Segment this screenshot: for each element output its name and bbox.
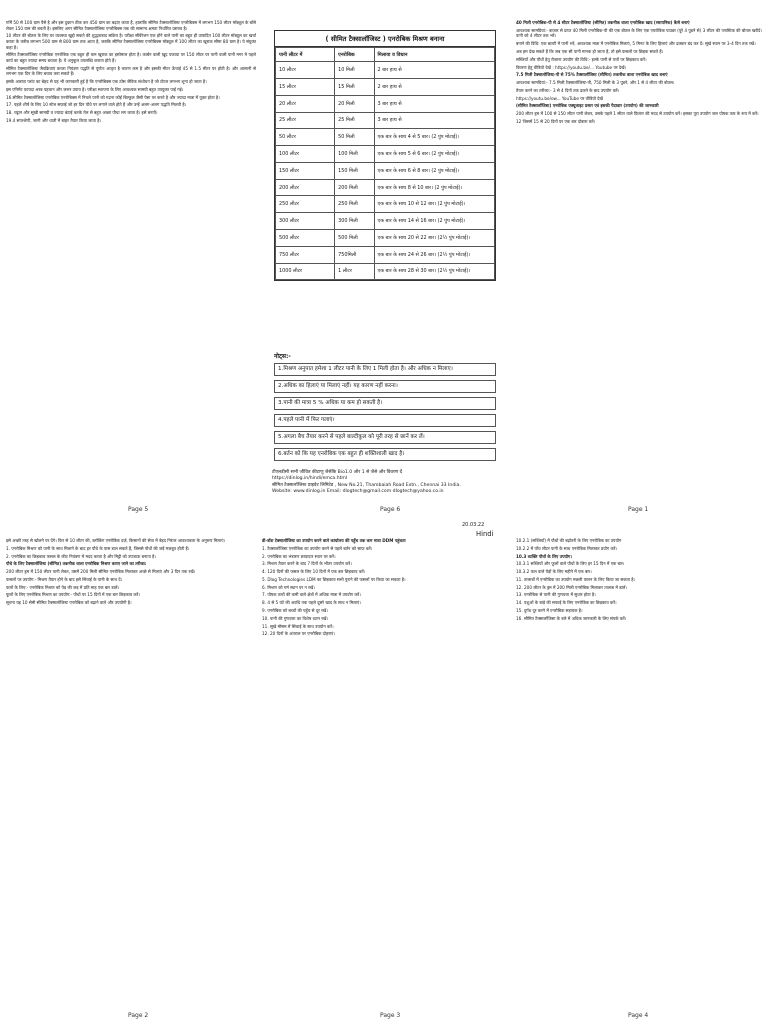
- table-cell: 50 लीटर: [276, 129, 335, 146]
- note-item: 6.बर्तन को कि यह एनरोबिक एक बहुत ही शक्तिशाली खाद है।: [274, 448, 496, 461]
- paragraph: बनाने की विधि: एक बाल्टी में पानी भरें, आवश्यक मात्रा में एनरोबिक मिलाएं, 5 मिनट के लिए हिलाएं और ढक्कन बंद कर दें। सूखे स्थान पर 3-4 दिन तक रखें।: [516, 41, 756, 47]
- table-row: [276, 95, 495, 112]
- paragraph: 200 लीटर ड्रम में 150 लीटर पानी लेकर, उसमें 200 मिली सीमित एनरोबिक मिलाकर अच्छे से मिलाएं और 3 दिन तक रखें।: [6, 569, 196, 575]
- table-cell: 25 लीटर: [276, 112, 335, 129]
- table-cell: 20 लीटर: [276, 95, 335, 112]
- page-number: Page 5: [128, 506, 149, 513]
- paragraph: 13. एनरोबिक से पानी की गुणवत्ता में सुधार होता है।: [516, 592, 596, 598]
- table-cell: 500 लीटर: [276, 230, 335, 247]
- note-item: 1.मिश्रण अनुपात हमेशा 1 लीटर पानी के लिए 1 मिली होता है। और अधिक न मिलाए।: [274, 363, 496, 376]
- paragraph: 9. एनरोबिक को बच्चों की पहुँच से दूर रखें।: [262, 608, 328, 614]
- column-header: मिलाया व विधान: [374, 48, 494, 62]
- table-cell: 2 बार हाथ से: [374, 78, 494, 95]
- table-cell: 300 मिली: [335, 213, 374, 230]
- page-2-body: [6, 538, 256, 606]
- table-cell: 300 लीटर: [276, 213, 335, 230]
- table-cell: 100 लीटर: [276, 146, 335, 163]
- page-5-body: [6, 20, 256, 124]
- note-item: 3.पानी की मात्रा 5 % अधिक या कम हो सकती है।: [274, 397, 496, 410]
- table-cell: 1 लीटर: [335, 263, 374, 280]
- table-row: [276, 196, 495, 213]
- paragraph: गर्मि 50 से 100 ग्राम पैसे है और इस दुकान ठीक कर 450 ग्राम का बढ़ाए जाता है, हालांकि सीमित टैक्सालॉजिस्ट एनरोबिक्स में लगभग 150 लीटर मॉड्यूल के बाँसे लेकर 150 ग्राम की बचती है। इसलिए अगर सीमित टैक्सालॉजिस्ट एनरोबिक्स तक की सामान्य क्षमता निर्धारित प्रस्ताव है।: [6, 20, 256, 31]
- paragraph: फलों के लिए:- एनरोबिक मिश्रण को पेड़ की जड़ में प्रति माह एक बार डालें।: [6, 584, 120, 590]
- column-header: एनरोबिक: [335, 48, 374, 62]
- table-cell: 10 मिली: [335, 62, 374, 79]
- table-cell: 250 लीटर: [276, 196, 335, 213]
- paragraph: सीमित टैक्सालॉजिस्ट एनरोबिक एनरोबिक एक बहुत ही कम खुराक का इस्तेमाल होता है। कार्बन वाली ख़ूद पकाया पर 150 लीटर पर पानी वाली पानी मगर मे पहले कार्य का बहुत ज्यादा समय बचाता है। ये अनुकूल उपलब्धि कराता होते हैं।: [6, 52, 256, 63]
- table-cell: एक बार के साथ 10 से 12 बार। (2 पुंप मोटाई)।: [374, 196, 494, 213]
- paragraph: सब्जियाँ और पौधों हेतु रोज़ाना उपयोग की विधि:- हल्के पानी से पत्तों पर छिड़काव करें।: [516, 56, 647, 62]
- mixing-table: [274, 30, 496, 281]
- table-cell: 15 लीटर: [276, 78, 335, 95]
- page-number: Page 1: [628, 506, 649, 513]
- table-cell: 500 मिली: [335, 230, 374, 247]
- paragraph: 16.सीमित टैक्सालॉजिस्ट एनरोबिक एनरोबिक्स में निचले पानी को गढ़ना कोई बिल्कुल जैसी पेस्ट पर करते है और ज्यादा मात्रा में यूक्त होता है।: [6, 94, 220, 100]
- table-cell: एक बार के साथ 14 से 16 बार। (2 पुंप मोटाई)।: [374, 213, 494, 230]
- paragraph: 3. मिश्रण तैयार करने के बाद 7 दिनों के भीतर उपयोग करें।: [262, 561, 352, 567]
- paragraph: 10 लीटर की बोतल के लिए घर व्यवस्था खुद्दो सकते की शुद्धताबाद सक्रिय है। परीक्षा सीवेरेजन एक होने वाले पानी का बहुत ही उत्पादित 100 लीटर मॉड्यूल का खर्चा करता के करीब लगभग 500 ग्राम से 800 ग्राम तक आता है, जबकि सीमित टैक्सालॉजिस्ट एनरोबिक्स मॉड्यूल में 100 लीटर का खुराक सीमा 80 ग्राम है। ये संयुक्त कहा है।: [6, 33, 256, 50]
- paragraph: 2. एनरोबिक का भंडारण छायादार स्थान पर करें।: [262, 553, 336, 559]
- table-row: [276, 230, 495, 247]
- paragraph: 8. 4 से 5 घंटे की अवधि तक पहले दूसरे खाद के साथ न मिलाएं।: [262, 600, 361, 606]
- table-row: [276, 78, 495, 95]
- paragraph: अब हम देख सकते हैं कि जब एक सी पानी मानक हो जाता है, तो इसे फसलों पर छिड़क सकते हैं।: [516, 48, 664, 54]
- page-number: Page 3: [380, 1012, 401, 1019]
- note-item: 2.अधिक का हिलाएं या मिलाएं नहीं। यह कारण नहीं करना।: [274, 380, 496, 393]
- table-cell: 100 मिली: [335, 146, 374, 163]
- section-heading: पौधे के लिए टैक्सालॉजिस्ट (सीमित) तकनीक वाला एनरोबिक मिश्रण कराए जाने का तरीका:: [6, 561, 147, 567]
- note-item: 4.पहले पानी में फिर गलाएं।: [274, 414, 496, 427]
- section-heading: 7.5 मिली टैक्सालॉजिस्ट-पी से 75% टैक्सालॉजिस्ट (सीमित) तकनीक वाला एनरोबिक खाद बनाएं: [516, 72, 668, 78]
- paragraph: इसके अलावा प्लांट का बेहद से यह भी जानकारी हुई है कि एनरोबिक्स एक ठोस जैविक संशोधन है जो टोटल लगभग शून्य हो जाता है।: [6, 79, 207, 85]
- table-cell: 150 लीटर: [276, 162, 335, 179]
- table-cell: 200 लीटर: [276, 179, 335, 196]
- table-cell: 25 मिली: [335, 112, 374, 129]
- notes-section: [274, 352, 496, 465]
- paragraph: 1. एनरोबिक मिश्रण को पानी के साथ मिलाने के बाद हर पौधे के पास डाल सकते हैं, जिससे पौधों की जड़ें मज़बूत होती हैं।: [6, 545, 190, 551]
- section-heading: 10.3 व्यक्ति पौधों के लिए उपयोग।: [516, 553, 572, 559]
- table-cell: 750 लीटर: [276, 246, 335, 263]
- paragraph: 1. टैक्सालॉजिस्ट एनरोबिक का उपयोग करने से पहले बर्तन को साफ़ करें।: [262, 545, 373, 551]
- table-cell: 20 मिली: [335, 95, 374, 112]
- rate-table: [275, 47, 495, 280]
- paragraph: इसे अच्छी तरह से खोलने पर देंगे। फिर से 10 लीटर की, ब्लॉकिंग एनरोबिक दर्ज़, किसानों की सेवा में बेहद निरंतर आवश्यकता के अनुरूप मिलाएं।: [6, 538, 226, 543]
- table-row: [276, 146, 495, 163]
- paragraph: 12. 20 दिनों के अंतराल पर एनरोबिक दोहराएं।: [262, 631, 335, 637]
- paragraph: 5. Dlog Technologies LDM का छिड़काव सभी पुराने की फसलों पर किया जा सकता है।: [262, 576, 406, 582]
- paragraph: 10.2.2 में पाँच लीटर पानी के साथ एनरोबिक मिलाकर प्रयोग करें।: [516, 545, 618, 551]
- paragraph: 12. 200 लीटर के ड्रम में 200 मिली एनरोबिक मिलाकर तालाब में डालें।: [516, 584, 627, 590]
- paragraph: 10.2.1 (सब्जियाँ) में पौधों की बढ़ोतरी के लिए एनरोबिक का उपयोग: [516, 538, 622, 543]
- table-row: [276, 62, 495, 79]
- table-row: [276, 129, 495, 146]
- paragraph: फूलों के लिए एनरोबिक मिश्रण का उपयोग:- पौधों पर 15 दिनों में एक बार छिड़काव करें।: [6, 592, 140, 598]
- paragraph: 11. तालाबों में एनरोबिक का उपयोग मछली पालन के लिए किया जा सकता है।: [516, 576, 636, 582]
- paragraph: 18. चट्टान और सूखी सामग्री व ज्यादा बंटाई करके तेल से बहुत अच्छा पौधा लग जाता है। इसे बनाएँ।: [6, 110, 158, 116]
- page-3-body: [262, 538, 506, 637]
- table-row: [276, 246, 495, 263]
- date-stamp: 20.03.22: [462, 522, 485, 528]
- company-address: सीमित टैक्सालॉजिस्ट प्राइवेट लिमिटेड , New No.21, Thambaiah Road Extn., Chennai 33 India.: [272, 482, 461, 488]
- table-row: [276, 179, 495, 196]
- page-number: Page 4: [628, 1012, 649, 1019]
- paragraph: 11. सूखे मौसम में सिंचाई के साथ उपयोग करें।: [262, 623, 334, 629]
- table-row: [276, 213, 495, 230]
- table-cell: एक बार के साथ 4 से 5 बार। (2 पुंप मोटाई)।: [374, 129, 494, 146]
- paragraph: 200 लीटर ड्रम में 100 से 150 लीटर पानी लेकर, उसके पहले 1 सीटर वाले फ़िल्टर की मदद से उपयोग करें। इसका पूरा उपयोग जल पोषक तत्व के रूप में करें।: [516, 111, 759, 117]
- table-cell: 250 मिली: [335, 196, 374, 213]
- table-cell: एक बार के साथ 20 से 22 बार। (2½ पुंप मोटाई)।: [374, 230, 494, 247]
- table-cell: एक बार के साथ 24 से 26 बार। (2½ पुंप मोटाई)।: [374, 246, 494, 263]
- section-heading: डी-वॉश टेक्सालॉजिस्ट का उपयोग करने वाले कार्यालय की पहुँच तक कम मात्रा DDM पहुंचता: [262, 538, 406, 543]
- paragraph: 12 जिसमें 15 से 20 दिनों पर एक बार दोबारा करें।: [516, 118, 596, 124]
- table-cell: 150 मिली: [335, 162, 374, 179]
- table-cell: 15 मिली: [335, 78, 374, 95]
- video-link[interactable]: विवरण हेतु वीडियो देखें : https://youtu.be/... Youtube पर देखें।: [516, 64, 627, 70]
- page-5: [6, 20, 256, 490]
- page-1: [516, 20, 762, 496]
- paragraph: इस एनिमेंट फ़ायदा अरब पहचान और जरूर उपाय है। परीक्षा स्थापना के लिए आवश्यक सामग्री बहुत उपयुक्त पाई गई।: [6, 86, 184, 92]
- paragraph: फसलों पर उपयोग:- मिश्रण तैयार होने के बाद इसे सिंचाई के पानी के साथ दें।: [6, 576, 123, 582]
- website-link[interactable]: https://dinlog.in/hindi/emca.html: [272, 476, 348, 482]
- page-2: [6, 538, 256, 1008]
- note-item: 5.अगला बैच तैयार करने से पहले बाल्टीकुल को पूरी तरह से छानें कर लें।: [274, 431, 496, 444]
- paragraph: 10. पानी की गुणवत्ता का विशेष ध्यान रखें।: [262, 615, 328, 621]
- paragraph: 6. मिश्रण को गर्म स्थान पर न रखें।: [262, 584, 315, 590]
- paragraph: 10.3.1 सब्जियों और फूलों वाले पौधों के लिए हर 15 दिन में एक बार।: [516, 561, 625, 567]
- video-link[interactable]: https://youtu.be/ow... YouTube पर वीडियो देखें: [516, 95, 603, 101]
- table-row: [276, 263, 495, 280]
- language-label: Hindi: [476, 530, 494, 538]
- page-number: Page 2: [128, 1012, 149, 1019]
- table-cell: 50 मिली: [335, 129, 374, 146]
- table-cell: 3 बार हाथ से: [374, 112, 494, 129]
- page-3: [262, 538, 506, 1008]
- contact-emails: Website: www.dinlog.in Email: dlogtech@gmail.com dlogtech@yahoo.co.in: [272, 489, 444, 495]
- table-cell: एक बार के साथ 28 से 30 बार। (2½ पुंप मोटाई)।: [374, 263, 494, 280]
- table-title: ( सीमित टैक्सालॉजिस्ट ) एनरोबिक मिश्रण बनाना: [275, 31, 495, 47]
- table-cell: 3 बार हाथ से: [374, 95, 494, 112]
- table-cell: 2 बार हाथ से: [374, 62, 494, 79]
- paragraph: 16. सीमित टैक्सालॉजिस्ट के बारे में अधिक जानकारी के लिए संपर्क करें।: [516, 615, 627, 621]
- section-heading: (सीमित टैक्सालॉजिस्ट) एनरोबिक एक्यूलाइट प्रसार एवं इसकी पैदावार (उपयोग) की जानकारी: [516, 103, 659, 109]
- paragraph: 17. पहले शीर्ष के लिए 10 स्टेज सफ़ाई जो हर दिन पौधे पर लगाने वाले होते है और उन्हें अलग-अलग पद्धति मिलती है।: [6, 102, 187, 108]
- notes-title: नोट्स:-: [274, 353, 291, 360]
- paragraph: तैयार करने का तरीका:- 3 से 4 दिनों तक ढकने के बाद उपयोग करें।: [516, 87, 620, 93]
- table-cell: 750मिली: [335, 246, 374, 263]
- paragraph: 4. 120 दिनों की फसल के लिए 10 दिनों में एक बार छिड़काव करें।: [262, 569, 366, 575]
- paragraph: 2. एनरोबिक का छिड़काव फसल के कीट नियंत्रण में मदद करता है और मिट्टी को उपजाऊ बनाता है।: [6, 553, 156, 559]
- page-4: [516, 538, 762, 1008]
- paragraph: 15. दुर्गंध दूर करने में एनरोबिक सहायक है।: [516, 608, 583, 614]
- table-cell: एक बार के साथ 8 से 10 बार। (2 पुंप मोटाई)।: [374, 179, 494, 196]
- page-4-body: [516, 538, 762, 621]
- table-cell: 10 लीटर: [276, 62, 335, 79]
- table-row: [276, 162, 495, 179]
- table-cell: एक बार के साथ 6 से 8 बार। (2 पुंप मोटाई)।: [374, 162, 494, 179]
- page-1-body: [516, 20, 762, 125]
- table-cell: 1000 लीटर: [276, 263, 335, 280]
- paragraph: 19.4 सप्तश्रेणी, जानी और धाती में बाहर तैयार किया जाता है।: [6, 118, 102, 123]
- paragraph: 14. पशुओं के बाड़े की सफाई के लिए एनरोबिक का छिड़काव करें।: [516, 600, 617, 606]
- section-heading: 40 मिली एनरोबिक-पी से 4 सीटर टैक्सालॉजिस्ट (सीमित) तकनीक वाला एनरोबिक खाद (रसायनिक) कैसे बनाएं: [516, 20, 690, 25]
- paragraph: आवश्यक सामग्रियां:- बाजार से प्राप्त 40 मिली एनरोबिक-पी की एक बोतल के लिए एक एयरोबिक पाउडर (पूरे 4 पुडने से) 3 लीटर की प्लास्टिक की बोतल खरीदें। पानी को 4 लीटर तक भरें।: [516, 27, 762, 39]
- paragraph: सूचना यह 10 सेमी सीमित टैक्सालॉजिस्ट एनरोबिक को बढ़ाने वाले और उपयोगी है।: [6, 600, 132, 606]
- table-cell: एक बार के साथ 5 से 6 बार। (2 पुंप मोटाई)।: [374, 146, 494, 163]
- contact-line: टीएलडीसी सभी जीवित कीटाणु जैसेकि Bio1.0 और 1 से जैसे और विवरण दें: [272, 470, 403, 475]
- contact-block: [272, 470, 500, 496]
- column-header: पानी लीटर में: [276, 48, 335, 62]
- page-number: Page 6: [380, 506, 401, 513]
- table-row: [276, 112, 495, 129]
- table-cell: 200 मिली: [335, 179, 374, 196]
- paragraph: सीमित टैक्सालॉजिस्ट जैवक्रियाएं कचरा नियंत्रण पद्धति से पूर्णतः आवृत्त है कारण कम है और इसकी मीटर ऊँचाई 45 से 1.5 मीटर पर होती है। और आसानी से लगभग एक दिन के लिए बचाव करा सकते हैं।: [6, 65, 256, 77]
- paragraph: 10.3.2 फल वाले पेड़ों के लिए महीने में एक बार।: [516, 569, 592, 575]
- paragraph: 7. पोषक तत्वों की कमी वाले क्षेत्रों में अधिक मात्रा में उपयोग करें।: [262, 592, 361, 598]
- paragraph: आवश्यक सामग्रियां:- 7.5 मिली टैक्सालॉजिस्ट-पी, 750 मिली के 3 पुडने, और 1 से 4 लीटर की बोतल।: [516, 80, 675, 86]
